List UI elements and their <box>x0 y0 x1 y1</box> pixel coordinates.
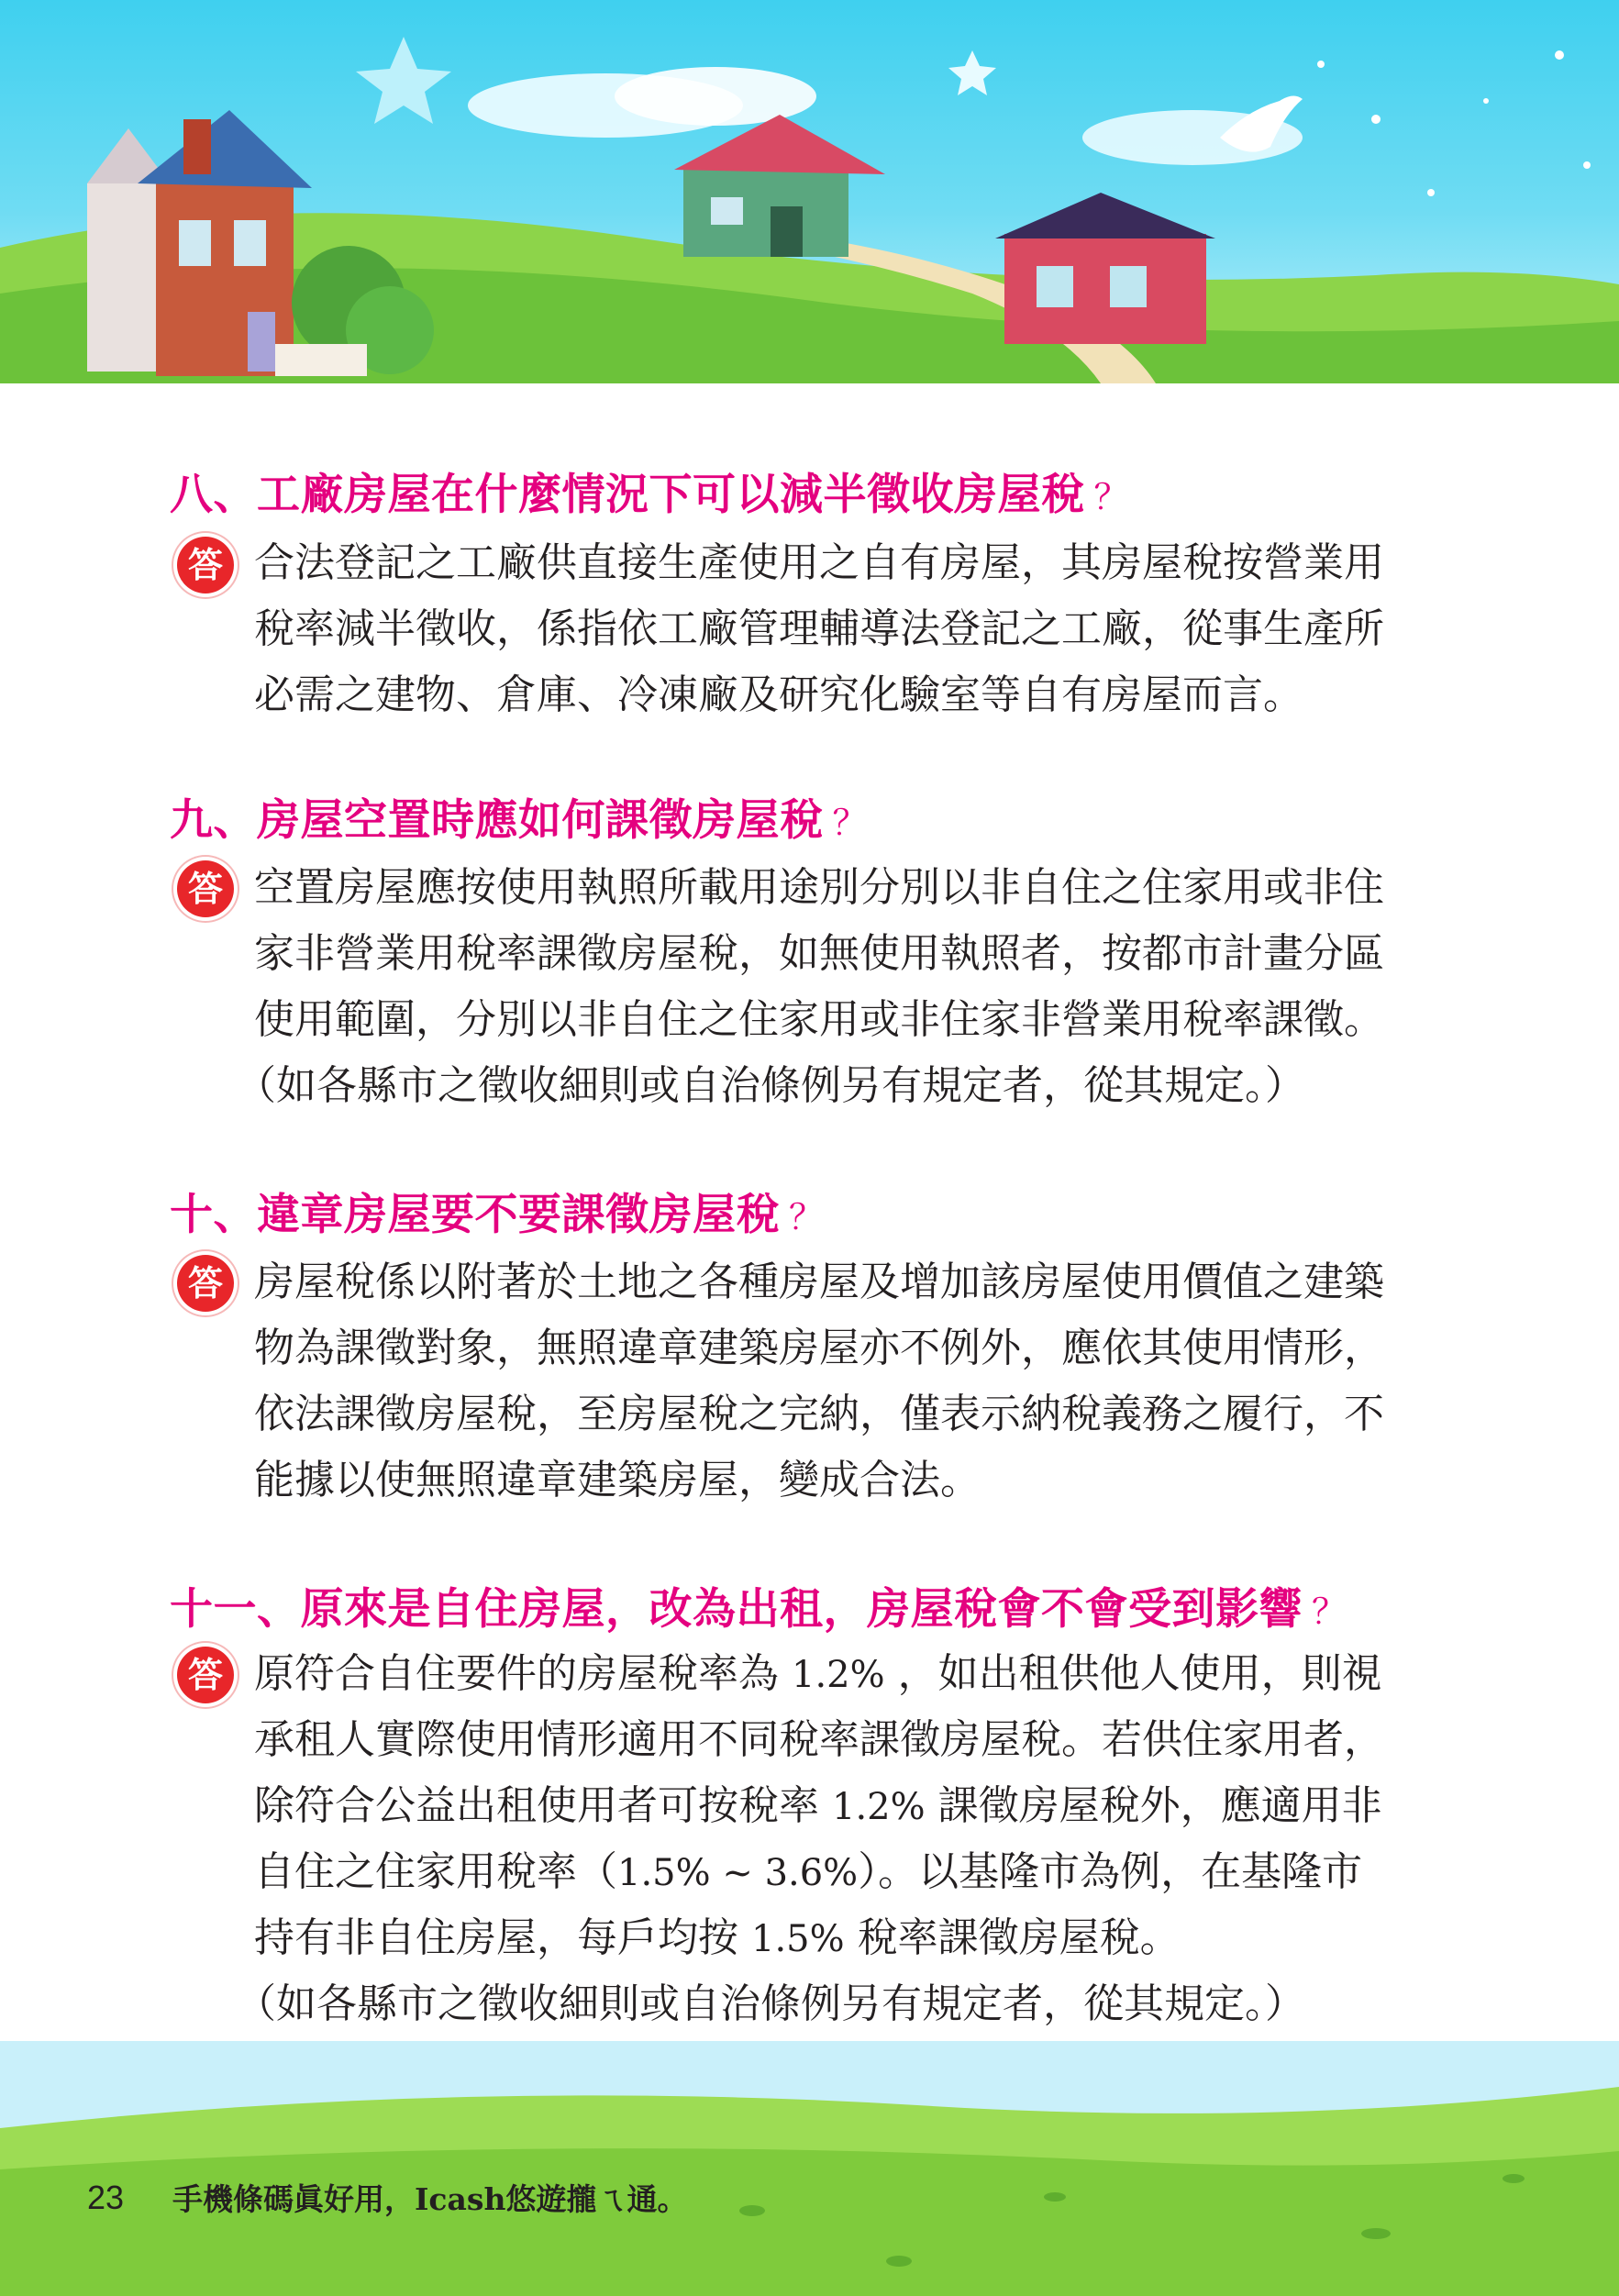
rate-value: 1.5% <box>751 1918 845 1960</box>
question-heading <box>170 463 1129 527</box>
rate-value: 1.2% <box>832 1786 926 1828</box>
rate-range: 1.5% ~ 3.6% <box>617 1852 859 1894</box>
answer-line: 使用範圍，分別以非自住之住家用或非住家非營業用稅率課徵。 <box>254 996 1384 1043</box>
answer-line: 必需之建物、倉庫、冷凍廠及研究化驗室等自有房屋而言。 <box>254 671 1303 718</box>
answer-note: （如各縣市之徵收細則或自治條例另有規定者，從其規定。） <box>236 1062 1305 1109</box>
answer-line: 空置房屋應按使用執照所載用途別分別以非自住之住家用或非住 <box>254 864 1384 911</box>
answer-line <box>254 1905 1451 1971</box>
answer-note: （如各縣市之徵收細則或自治條例另有規定者，從其規定。） <box>236 1980 1305 2027</box>
answer-line: 家非營業用稅率課徵房屋稅，如無使用執照者，按都市計畫分區 <box>254 930 1384 977</box>
answer-line <box>254 1839 1451 1905</box>
rate-value: 1.2% <box>792 1654 885 1696</box>
page-number: 23 <box>87 2179 125 2216</box>
answer-fragment: ）。以基隆市為例，在基隆市 <box>858 1848 1363 1895</box>
question-text: 九、房屋空置時應如何課徵房屋稅 <box>170 795 824 846</box>
answer-badge: 答 <box>177 1255 234 1312</box>
question-text: 八、工廠房屋在什麼情況下可以減半徵收房屋稅 <box>170 470 1085 520</box>
header-illustration <box>0 0 1619 383</box>
answer-badge: 答 <box>177 537 234 593</box>
question-text: 十、違章房屋要不要課徵房屋稅 <box>170 1190 780 1240</box>
answer-text <box>254 1249 1451 1514</box>
answer-line: 物為課徵對象，無照違章建築房屋亦不例外，應依其使用情形， <box>254 1325 1384 1371</box>
footer-illustration <box>0 2041 1619 2296</box>
answer-line: 承租人實際使用情形適用不同稅率課徵房屋稅。若供住家用者， <box>254 1716 1384 1763</box>
answer-text <box>236 855 1451 1119</box>
answer-badge: 答 <box>177 860 234 917</box>
answer-line <box>254 1773 1451 1839</box>
answer-fragment: 原符合自住要件的房屋稅率為 <box>254 1650 779 1697</box>
answer-badge: 答 <box>177 1647 234 1703</box>
answer-fragment: 稅率課徵房屋稅。 <box>857 1914 1181 1961</box>
question-mark: ？ <box>1312 1592 1347 1632</box>
footer-slogan: 手機條碼眞好用，Icash悠遊攏ㄟ通。 <box>172 2181 688 2217</box>
question-mark: ？ <box>1093 477 1130 517</box>
question-text: 十一、原來是自住房屋，改為出租，房屋稅會不會受到影響 <box>170 1584 1303 1635</box>
answer-text <box>236 1641 1451 2037</box>
answer-line: 能據以使無照違章建築房屋，變成合法。 <box>254 1457 981 1503</box>
answer-line: 依法課徵房屋稅，至房屋稅之完納，僅表示納稅義務之履行，不 <box>254 1391 1384 1437</box>
question-heading <box>170 789 868 853</box>
question-heading <box>170 1578 1347 1642</box>
answer-fragment: 自住之住家用稅率（ <box>254 1848 617 1895</box>
answer-fragment: 除符合公益出租使用者可按稅率 <box>254 1782 819 1829</box>
question-mark: ？ <box>789 1197 825 1237</box>
answer-line <box>254 1641 1451 1707</box>
answer-line: 稅率減半徵收，係指依工廠管理輔導法登記之工廠，從事生產所 <box>254 605 1384 652</box>
question-mark: ？ <box>832 803 869 843</box>
answer-fragment: ，如出租供他人使用，則視 <box>897 1650 1382 1697</box>
question-heading <box>170 1183 825 1248</box>
answer-line: 房屋稅係以附著於土地之各種房屋及增加該房屋使用價值之建築 <box>254 1259 1384 1305</box>
answer-line: 合法登記之工廠供直接生產使用之自有房屋，其房屋稅按營業用 <box>254 539 1384 586</box>
answer-text <box>254 530 1451 728</box>
answer-fragment: 課徵房屋稅外，應適用非 <box>937 1782 1382 1829</box>
answer-fragment: 持有非自住房屋，每戶均按 <box>254 1914 738 1961</box>
